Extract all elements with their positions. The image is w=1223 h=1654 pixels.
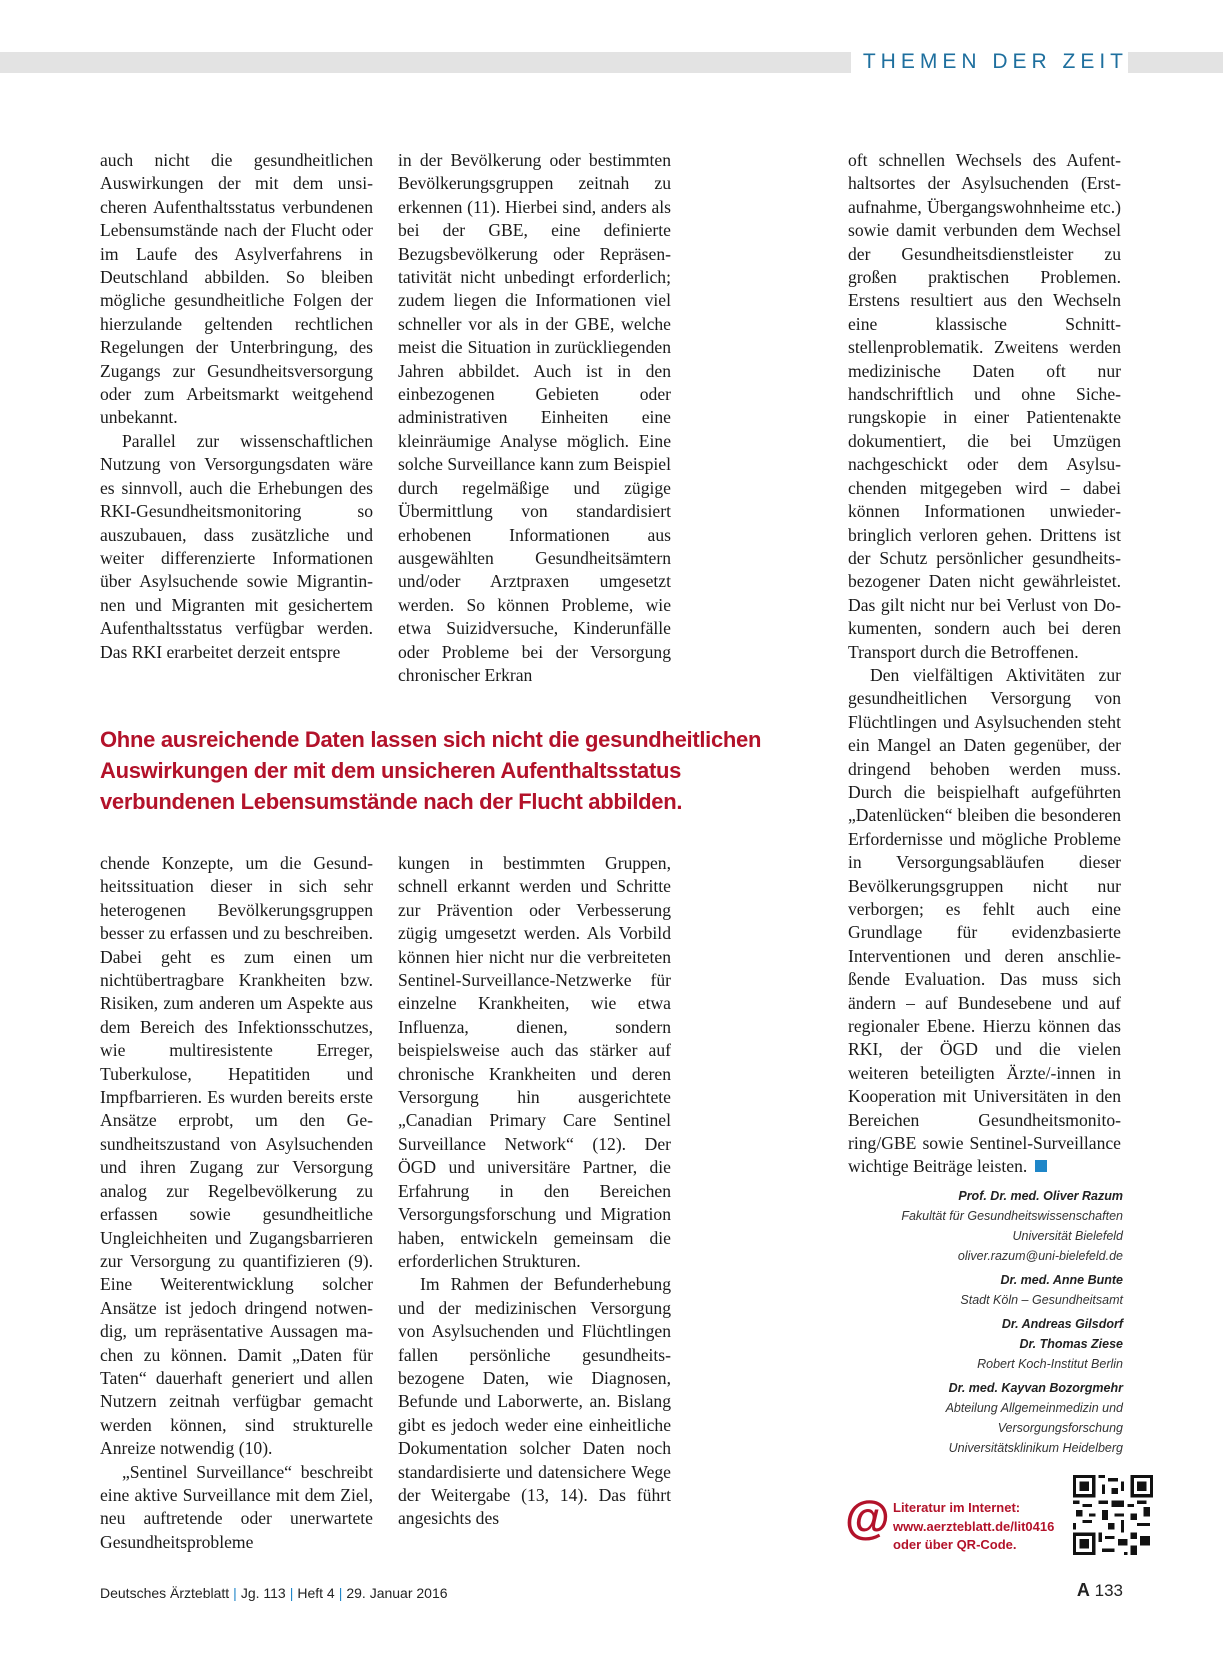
author-name: Dr. med. Kayvan Bozorgmehr (948, 1381, 1123, 1395)
page-number (1077, 1580, 1123, 1601)
footer-citation: Deutsches Ärzteblatt | Jg. 113 | Heft 4 | 29. Januar 2016 (100, 1585, 448, 1601)
journal-name: Deutsches Ärzteblatt (100, 1585, 230, 1601)
text-column-3 (848, 149, 1121, 1181)
journal-volume: Jg. 113 (240, 1585, 286, 1601)
paragraph: in der Bevölkerung oder bestimmten Bevölkerungsgruppen zeitnah zu erkennen (11). Hierbei sind, anders als bei der GBE, eine definierte Bezugsbevölkerung oder Repräsentativität nicht unbedingt erforderlich; zudem liegen die Informationen viel schneller vor als in der GBE, welche meist die Situation in zurückliegenden Jahren abbildet. Auch ist in den einbezogenen Gebieten oder administrativen Einheiten eine kleinräumige Analyse möglich. Eine solche Surveillance kann zum Beispiel durch regelmäßige und zügige Übermittlung von standardisiert erhobenen Informationen aus ausgewählten Gesundheitsämtern und/oder Arztpraxen umgesetzt werden. So können Probleme, wie etwa Suizidversuche, Kinderunfälle oder Probleme bei der Versorgung chronischer Erkran (398, 150, 671, 685)
paragraph: Im Rahmen der Befunderhebung und der medizinischen Versorgung von Asylsuchenden und Flüchtlingen fallen persönliche gesundheitsbezogene Daten, wie Diagnosen, Befunde und Laborwerte, an. Bislang gibt es jedoch weder eine einheitliche Dokumentation solcher Daten noch standardisierte und datensichere Wege der Weitergabe (13, 14). Das führt angesichts des (398, 1274, 671, 1529)
author-affiliation: Stadt Köln – Gesundheitsamt (960, 1293, 1123, 1307)
author-affiliation: Versorgungsforschung (997, 1421, 1123, 1435)
pull-quote-line: Auswirkungen der mit dem unsicheren Aufenthaltsstatus (100, 758, 682, 783)
literature-note: oder über QR-Code. (893, 1537, 1017, 1552)
author-name: Dr. Andreas Gilsdorf (1001, 1317, 1123, 1331)
pull-quote-line: verbundenen Lebensumstände nach der Flucht abbilden. (100, 789, 683, 814)
author-name: Dr. Thomas Ziese (1019, 1337, 1123, 1351)
end-mark-square-icon (1035, 1160, 1047, 1172)
text-column-1 (100, 149, 373, 691)
paragraph: kungen in bestimmten Gruppen, schnell erkannt werden und Schritte zur Prävention oder Verbesserung zügig umgesetzt werden. Als Vorbild können hier nicht nur die verbreiteten Sentinel-Surveillance-Netzwerke für einzelne Krankheiten, wie etwa Influenza, dienen, sondern beispielsweise auch das stärker auf chronische Krankheiten und deren Versorgung hin ausgerichtete „Canadian Primary Care Sentinel Surveillance Network“ (12). Der ÖGD und universitäre Partner, die Erfahrung in den Bereichen Versorgungsforschung und Migration haben, entwickeln gemeinsam die erforderlichen Strukturen. (398, 853, 671, 1271)
paragraph: Parallel zur wissenschaftlichen Nutzung von Versorgungsdaten wäre es sinnvoll, auch die Erhebungen des RKI-Gesundheitsmonitoring so auszubauen, dass zusätzliche und weiter differenzierte Informationen über Asylsuchende sowie Migrantinnen und Migranten mit gesichertem Aufenthaltsstatus verfügbar werden. Das RKI erarbeitet derzeit entspre (100, 430, 373, 662)
author-affiliation: Abteilung Allgemeinmedizin und (945, 1401, 1123, 1415)
literature-label: Literatur im Internet: (893, 1500, 1021, 1515)
qr-code-icon[interactable] (1073, 1475, 1153, 1555)
text-column-5 (398, 852, 671, 1562)
author-affiliation: Fakultät für Gesundheitswissenschaften (901, 1209, 1123, 1223)
journal-issue: Heft 4 (297, 1585, 335, 1601)
text-column-2 (398, 149, 671, 691)
paragraph: auch nicht die gesundheitlichen Auswirkungen der mit dem unsicheren Aufenthaltsstatus verbundenen Lebensumstände nach der Flucht oder im Laufe des Asylverfahrens in Deutschland abbilden. So bleiben mögliche gesundheitliche Folgen der hierzulande geltenden rechtlichen Regelungen der Unterbringung, des Zugangs zur Gesundheitsversorgung oder zum Arbeitsmarkt weitgehend unbekannt. (100, 150, 373, 428)
pull-quote (100, 724, 800, 817)
literature-text (893, 1499, 1054, 1555)
page-number-value: 133 (1094, 1581, 1123, 1600)
pull-quote-line: Ohne ausreichende Daten lassen sich nicht die gesundheitlichen (100, 727, 762, 752)
literature-box (845, 1493, 1215, 1573)
author-name: Dr. med. Anne Bunte (1000, 1273, 1123, 1287)
paragraph: „Sentinel Surveillance“ beschreibt eine aktive Surveillance mit dem Ziel, neu auftretende oder unerwartete Gesundheitsprobleme (100, 1461, 373, 1552)
author-email-link[interactable]: oliver.razum@uni-bielefeld.de (957, 1249, 1123, 1263)
section-label: THEMEN DER ZEIT (851, 48, 1128, 76)
author-affiliation: Robert Koch-Institut Berlin (977, 1357, 1123, 1371)
paragraph-with-end-mark (848, 664, 1121, 1179)
author-name: Prof. Dr. med. Oliver Razum (958, 1189, 1123, 1203)
text-column-4 (100, 852, 373, 1562)
page-prefix: A (1076, 1580, 1090, 1600)
paragraph-text: Den vielfältigen Aktivitäten zur gesundheitlichen Versorgung von Flüchtlingen und Asylsuchenden steht ein Mangel an Daten gegenüber, der dringend behoben werden muss. Durch die beispielhaft aufgeführten „Datenlücken“ bleiben die besonderen Erfordernisse und mögliche Probleme in Versorgungsabläufen dieser Bevölkerungsgruppen nicht nur verborgen; es fehlt auch eine Grundlage für evidenzbasierte Interventionen und deren anschließende Evaluation. Das muss sich ändern – auf Bundesebene und auf regionaler Ebene. Hierzu können das RKI, der ÖGD und die vielen weiteren beteiligten Ärzte/-innen in Kooperation mit Universitäten in den Bereichen Gesundheitsmonitoring/GBE sowie Sentinel-Surveillance wichtige Beiträge leisten. (848, 664, 1121, 1177)
paragraph: oft schnellen Wechsels des Aufenthaltsortes der Asylsuchenden (Erstaufnahme, Übergangswohnheime etc.) sowie damit verbunden dem Wechsel der Gesundheitsdienstleister zu großen praktischen Problemen. Erstens resultiert aus den Wechseln eine klassische Schnittstellenproblematik. Zweitens werden medizinische Daten oft nur handschriftlich und ohne Sicherungskopie in einer Patientenakte dokumentiert, die bei Umzügen nachgeschickt oder dem Asylsuchenden mitgegeben wird – dabei können Informationen unwiederbringlich verloren gehen. Drittens ist der Schutz persönlicher gesundheitsbezogener Daten nicht gewährleistet. Das gilt nicht nur bei Verlust von Dokumenten, sondern auch bei deren Transport durch die Betroffenen. (848, 150, 1121, 662)
paragraph: chende Konzepte, um die Gesundheitssituation dieser in sich sehr heterogenen Bevölkerungsgruppen besser zu erfassen und zu beschreiben. Dabei geht es zum einen um nichtübertragbare Krankheiten bzw. Risiken, zum anderen um Aspekte aus dem Bereich des Infektionsschutzes, wie multiresistente Erreger, Tuberkulose, Hepatitiden und Impfbarrieren. Es wurden bereits erste Ansätze erprobt, um den Gesundheitszustand von Asylsuchenden und ihren Zugang zur Versorgung analog zur Regelbevölkerung zu erfassen sowie gesundheitliche Ungleichheiten und Zugangsbarrieren zur Versorgung zu quantifizieren (9). Eine Weiterentwicklung solcher Ansätze ist jedoch dringend notwendig, um repräsentative Aussagen machen zu können. Damit „Daten für Taten“ dauerhaft generiert und allen Nutzern zeitnah verfügbar gemacht werden können, sind strukturelle Anreize notwendig (10). (100, 853, 373, 1459)
author-block (703, 1186, 1123, 1458)
literature-link[interactable]: www.aerzteblatt.de/lit0416 (893, 1518, 1055, 1534)
at-sign-icon: @ (845, 1491, 890, 1543)
author-affiliation: Universität Bielefeld (1012, 1229, 1123, 1243)
author-affiliation: Universitätsklinikum Heidelberg (948, 1441, 1123, 1455)
journal-date: 29. Januar 2016 (346, 1585, 448, 1601)
